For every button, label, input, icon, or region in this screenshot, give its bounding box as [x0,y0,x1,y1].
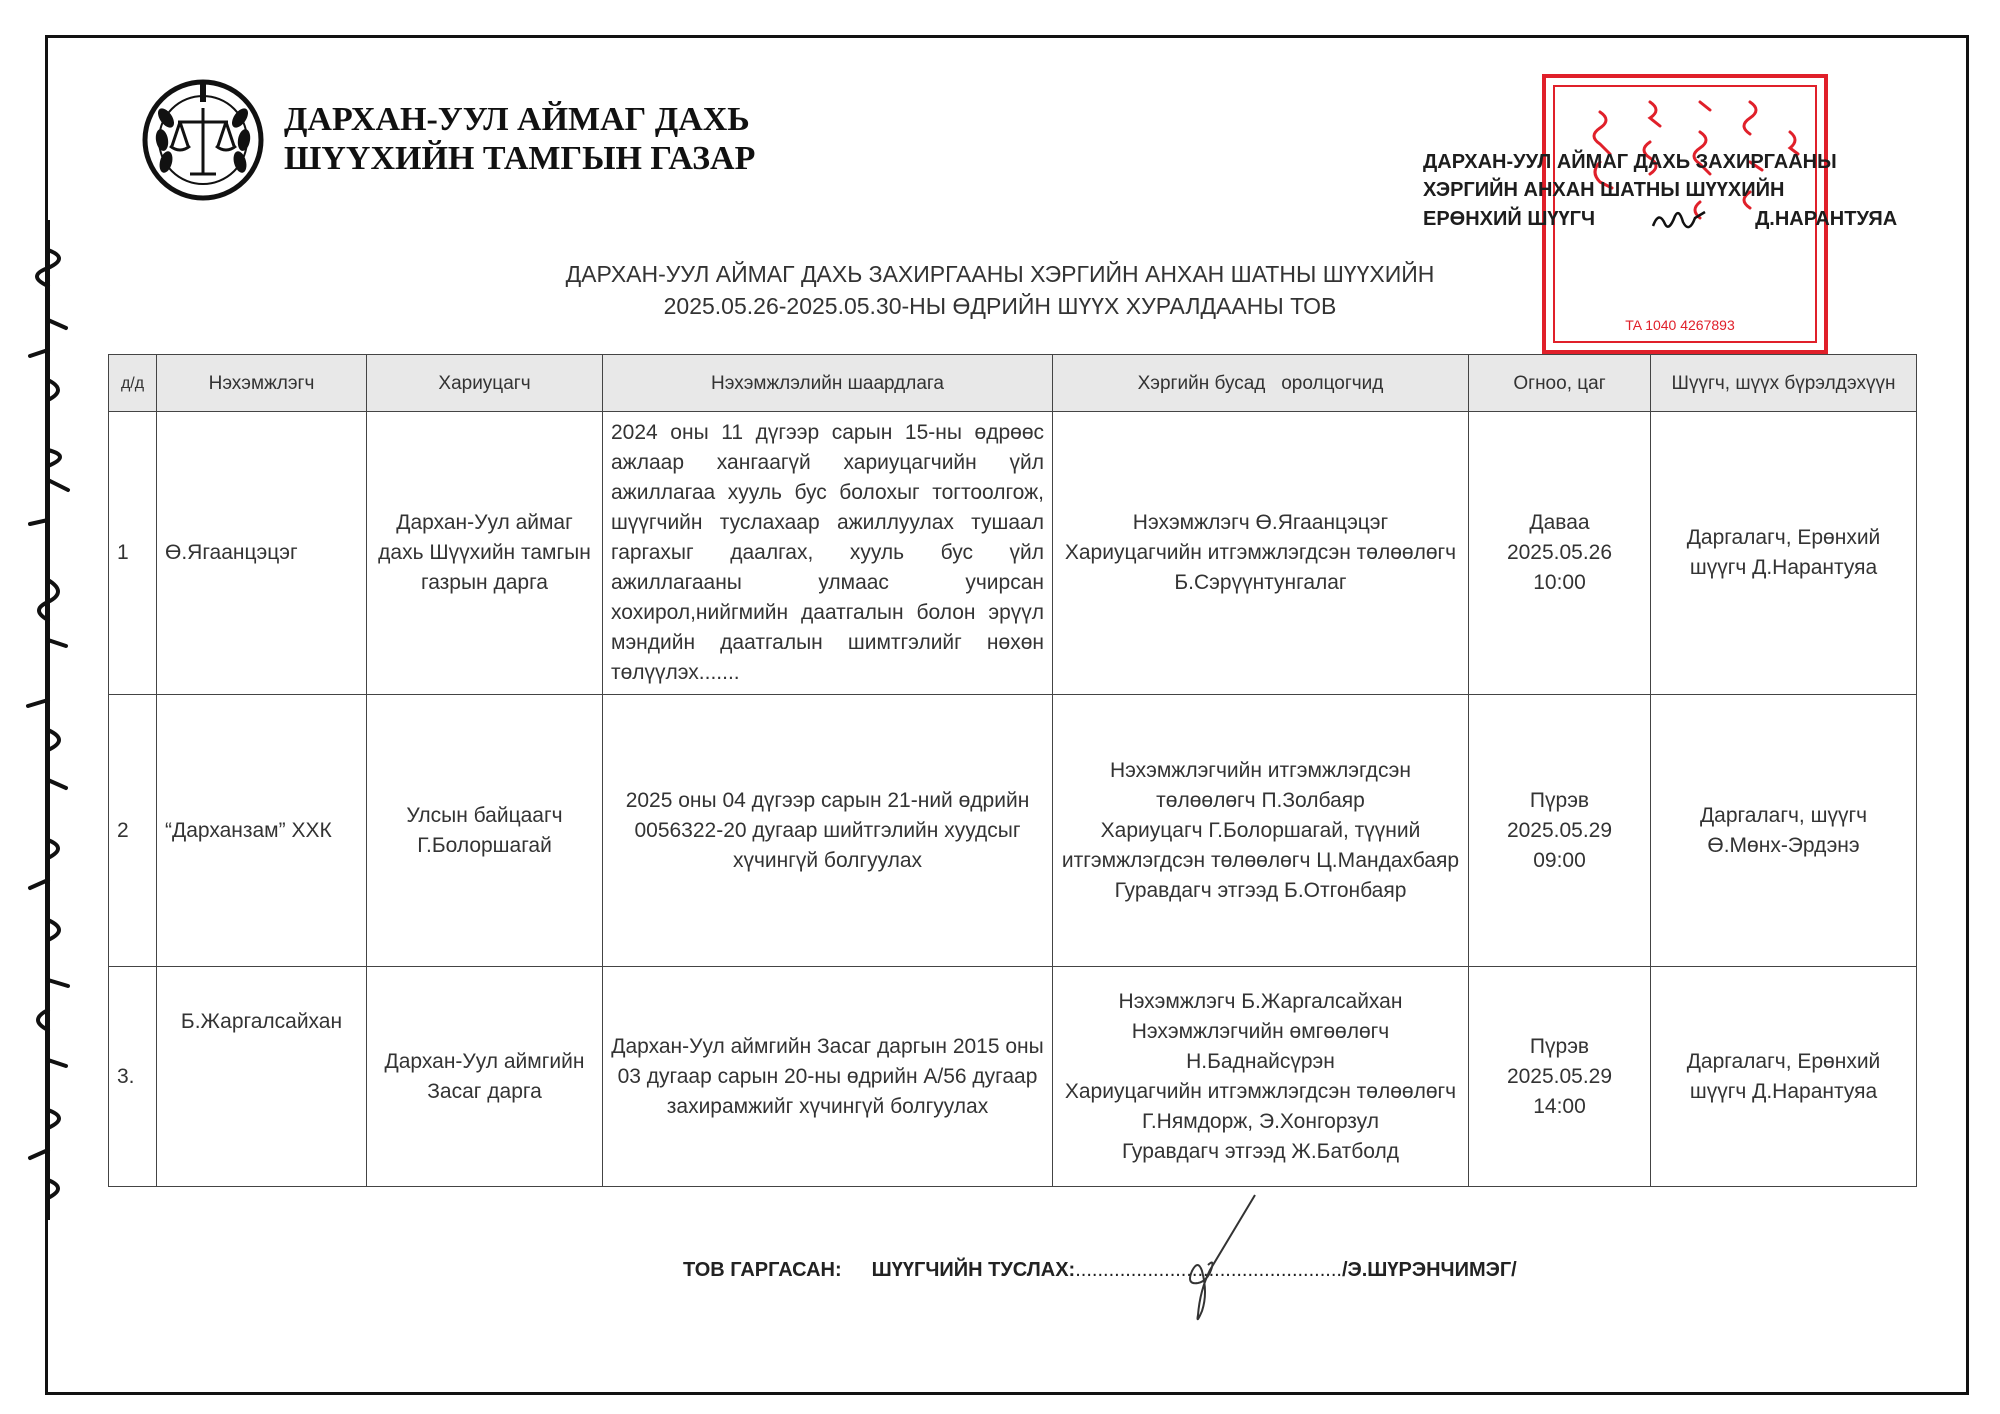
claim-cell: Дархан-Уул аймгийн Засаг даргын 2015 оны 03 дугаар сарын 20-ны өдрийн А/56 дугаар захирамжийг хүчингүй болгуулах [603,967,1053,1187]
table-row [109,412,1917,695]
stamp-number: TA 1040 4267893 [1625,317,1735,333]
judge-cell: Даргалагч, Ерөнхий шүүгч Д.Нарантуяа [1651,967,1917,1187]
court-emblem-icon [140,70,266,206]
defendant-cell: Улсын байцаагч Г.Болоршагай [367,695,603,967]
approval-signature-row [1423,204,1963,234]
table-row [109,967,1917,1187]
organization-name [284,100,755,178]
date-cell: Пүрэв 2025.05.29 09:00 [1469,695,1651,967]
footer-name: /Э.ШҮРЭНЧИМЭГ/ [1341,1259,1517,1281]
participants-cell: Нэхэмжлэгч Ө.Ягаанцэцэг Хариуцагчийн итгэмжлэгдсэн төлөөлөгч Б.Сэрүүнтунгалаг [1053,412,1469,695]
participants-cell: Нэхэмжлэгч Б.Жаргалсайхан Нэхэмжлэгчийн өмгөөлөгч Н.Баднайсүрэн Хариуцагчийн итгэмжлэгдсэн төлөөлөгч Г.Нямдорж, Э.Хонгорзул Гуравдагч этгээд Ж.Батболд [1053,967,1469,1187]
claim-cell: 2024 оны 11 дүгээр сарын 15-ны өдрөөс ажлаар хангаагүй хариуцагчийн үйл ажиллагаа хууль бус болохыг тогтоолгож, шүүгчийн туслахаар ажиллуулах тушаал гаргахыг даалгах, хууль бус үйл ажиллагааны улмаас учирсан хохирол,нийгмийн даатгалын болон эрүүл мэндийн даатгалын шимтгэлийг нөхөн төлүүлэх....... [603,412,1053,695]
defendant-cell: Дархан-Уул аймаг дахь Шүүхийн тамгын газрын дарга [367,412,603,695]
table-row [109,695,1917,967]
mongolian-script-strip [8,220,88,1220]
header-participants: Хэргийн бусад оролцогчид [1053,355,1469,412]
row-number: 1 [109,412,157,695]
header-number: д/д [109,355,157,412]
document-title [500,258,1500,322]
header-judge: Шүүгч, шүүх бүрэлдэхүүн [1651,355,1917,412]
plaintiff-cell: “Дарханзам” ХХК [157,695,367,967]
org-name-line2: ШҮҮХИЙН ТАМГЫН ГАЗАР [284,140,756,177]
defendant-cell: Дархан-Уул аймгийн Засаг дарга [367,967,603,1187]
claim-cell: 2025 оны 04 дүгээр сарын 21-ний өдрийн 0056322-20 дугаар шийтгэлийн хуудсыг хүчингүй болгуулах [603,695,1053,967]
date-cell: Пүрэв 2025.05.29 14:00 [1469,967,1651,1187]
title-line2: 2025.05.26-2025.05.30-НЫ ӨДРИЙН ШҮҮХ ХУРАЛДААНЫ ТОВ [663,293,1337,319]
footer-signoff [683,1259,1517,1282]
assistant-signature [1155,1190,1275,1330]
plaintiff-cell: Б.Жаргалсайхан [157,967,367,1187]
header-claim: Нэхэмжлэлийн шаардлага [603,355,1053,412]
row-number: 2 [109,695,157,967]
table-header-row [109,355,1917,412]
header-plaintiff: Нэхэмжлэгч [157,355,367,412]
footer-label: ТОВ ГАРГАСАН: [683,1259,842,1281]
org-name-line1: ДАРХАН-УУЛ АЙМАГ ДАХЬ [284,101,750,138]
hearing-schedule-table [108,354,1917,1187]
approval-line1: ДАРХАН-УУЛ АЙМАГ ДАХЬ ЗАХИРГААНЫ [1423,151,1837,173]
approval-role: ЕРӨНХИЙ ШҮҮГЧ [1423,208,1596,230]
participants-cell: Нэхэмжлэгчийн итгэмжлэгдсэн төлөөлөгч П.Золбаяр Хариуцагч Г.Болоршагай, түүний итгэмжлэгдсэн төлөөлөгч Ц.Мандахбаяр Гуравдагч этгээд Б.Отгонбаяр [1053,695,1469,967]
approval-name: Д.НАРАНТУЯА [1755,208,1898,230]
judge-cell: Даргалагч, шүүгч Ө.Мөнх-Эрдэнэ [1651,695,1917,967]
plaintiff-cell: Ө.Ягаанцэцэг [157,412,367,695]
row-number: 3. [109,967,157,1187]
footer-signature-line: ................................................ [1075,1259,1342,1281]
approval-line2: ХЭРГИЙН АНХАН ШАТНЫ ШҮҮХИЙН [1423,179,1785,201]
title-line1: ДАРХАН-УУЛ АЙМАГ ДАХЬ ЗАХИРГААНЫ ХЭРГИЙН АНХАН ШАТНЫ ШҮҮХИЙН [565,261,1435,287]
judge-cell: Даргалагч, Ерөнхий шүүгч Д.Нарантуяа [1651,412,1917,695]
judge-signature [1645,204,1735,234]
header-defendant: Хариуцагч [367,355,603,412]
approval-block [1423,148,1963,234]
header-date: Огноо, цаг [1469,355,1651,412]
footer-role: ШҮҮГЧИЙН ТУСЛАХ: [871,1259,1076,1281]
date-cell: Даваа 2025.05.26 10:00 [1469,412,1651,695]
